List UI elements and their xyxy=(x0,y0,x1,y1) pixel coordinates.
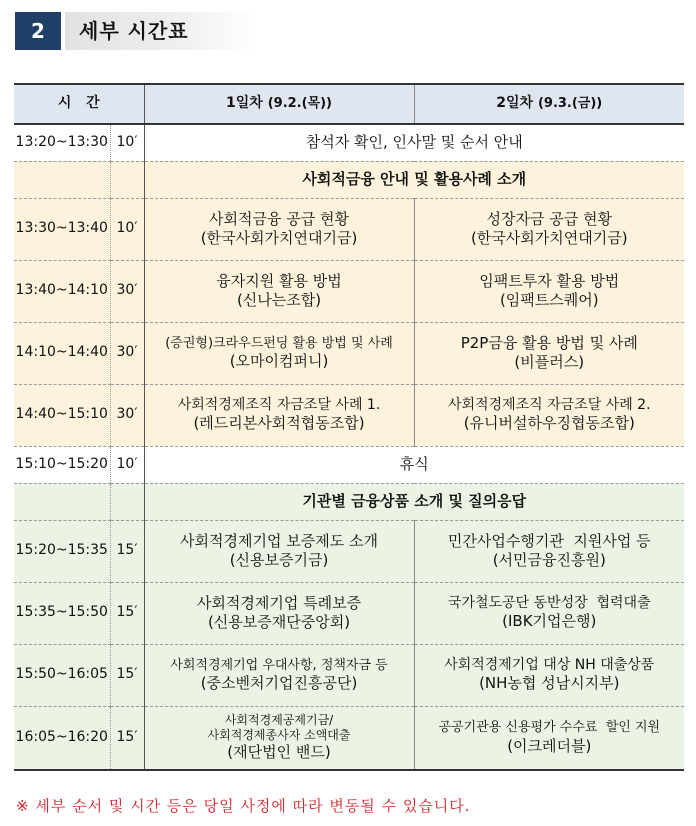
day1-session-org: (신나는조합) xyxy=(236,291,322,309)
row-time: 14:40~15:10 xyxy=(14,384,110,446)
table-row xyxy=(14,384,684,446)
row-time: 15:20~15:35 xyxy=(14,520,110,582)
day2-session-title: 사회적경제기업 대상 NH 대출상품 xyxy=(444,656,655,673)
day1-session xyxy=(144,520,414,582)
table-header-row xyxy=(14,84,684,124)
day1-session-org: (중소벤처기업진흥공단) xyxy=(200,673,358,692)
day1-session-title: 사회적금융 공급 현황 xyxy=(209,210,349,229)
row-time: 15:10~15:20 xyxy=(14,446,110,483)
row-duration: 30′ xyxy=(110,384,144,446)
day2-header xyxy=(414,84,684,124)
day1-session xyxy=(144,260,414,322)
day1-date: (9.2.(목)) xyxy=(267,96,332,112)
row-duration: 30′ xyxy=(110,260,144,322)
day1-session-org: (신용보증기금) xyxy=(229,551,329,569)
day1-session xyxy=(144,706,414,770)
row-duration: 15′ xyxy=(110,582,144,644)
day1-session xyxy=(144,582,414,644)
day1-session xyxy=(144,644,414,706)
row-time: 13:40~14:10 xyxy=(14,260,110,322)
day2-session-org: (이크레더블) xyxy=(507,736,592,755)
table-row xyxy=(14,644,684,706)
day2-session xyxy=(414,582,684,644)
table-row xyxy=(14,582,684,644)
row-time: 15:50~16:05 xyxy=(14,644,110,706)
section-number: 2 xyxy=(15,12,61,50)
day2-session-title: 사회적경제조직 자금조달 사례 2. xyxy=(448,396,651,413)
day2-session xyxy=(414,520,684,582)
day2-session xyxy=(414,260,684,322)
day2-session-title: 공공기관용 신용평가 수수료 할인 지원 xyxy=(438,720,661,736)
table-row xyxy=(14,322,684,384)
table-row xyxy=(14,446,684,483)
section-heading xyxy=(15,12,255,50)
day2-session-title: 민간사업수행기관 지원사업 등 xyxy=(447,532,651,551)
row-time: 14:10~14:40 xyxy=(14,322,110,384)
day1-session-title: 사회적경제기업 우대사항, 정책자금 등 xyxy=(170,657,388,673)
day1-header xyxy=(144,84,414,124)
day2-session-org: (한국사회가치연대기금) xyxy=(470,229,628,247)
row-duration: 30′ xyxy=(110,322,144,384)
section-row xyxy=(14,483,684,520)
row-time: 13:30~13:40 xyxy=(14,198,110,260)
day2-session-title: P2P금융 활용 방법 및 사례 xyxy=(460,334,638,353)
merged-cell: 참석자 확인, 인사말 및 순서 안내 xyxy=(144,124,684,161)
day2-session-org: (서민금융진흥원) xyxy=(492,551,606,569)
section-row-title: 기관별 금융상품 소개 및 질의응답 xyxy=(144,483,684,520)
day2-session-title: 임팩트투자 활용 방법 xyxy=(479,272,620,291)
day1-session-title-line1: 사회적경제공제기금/ xyxy=(224,713,334,728)
table-row xyxy=(14,124,684,161)
day1-session-org: (레드리본사회적협동조합) xyxy=(193,414,365,433)
time-header xyxy=(14,84,144,124)
row-time: 16:05~16:20 xyxy=(14,706,110,770)
day1-session-title-line2: 사회적경제종사자 소액대출 xyxy=(207,728,351,743)
footnote: ※ 세부 순서 및 시간 등은 당일 사정에 따라 변동될 수 있습니다. xyxy=(16,797,471,815)
section-row xyxy=(14,161,684,198)
day1-session-title: 사회적경제기업 보증제도 소개 xyxy=(180,532,378,551)
day2-session xyxy=(414,644,684,706)
merged-cell: 휴식 xyxy=(144,446,684,483)
day2-session xyxy=(414,198,684,260)
day2-session-org: (비플러스) xyxy=(514,353,585,371)
row-duration: 10′ xyxy=(110,198,144,260)
day2-session xyxy=(414,322,684,384)
row-time: 13:20~13:30 xyxy=(14,124,110,161)
day1-session-org: (신용보증재단중앙회) xyxy=(207,613,351,631)
table-row xyxy=(14,706,684,770)
day1-session-org: (재단법인 밴드) xyxy=(227,743,331,762)
day1-session-org: (한국사회가치연대기금) xyxy=(200,229,358,247)
day1-label: 1일차 xyxy=(226,95,263,112)
day2-session-org: (유니버설하우징협동조합) xyxy=(463,414,635,433)
day1-session xyxy=(144,322,414,384)
day1-session-title: (증권형)크라우드펀딩 활용 방법 및 사례 xyxy=(165,335,393,351)
table-row xyxy=(14,198,684,260)
row-duration: 15′ xyxy=(110,520,144,582)
section-row-title: 사회적금융 안내 및 활용사례 소개 xyxy=(144,161,684,198)
day1-session xyxy=(144,198,414,260)
section-title: 세부 시간표 xyxy=(79,19,189,43)
day2-label: 2일차 xyxy=(496,95,534,112)
table-row xyxy=(14,260,684,322)
day2-session-org: (NH농협 성남시지부) xyxy=(479,674,620,693)
day1-session-org: (오마이컴퍼니) xyxy=(229,351,329,370)
day2-session-title: 국가철도공단 동반성장 협력대출 xyxy=(447,594,651,611)
row-duration: 15′ xyxy=(110,706,144,770)
time-header-label: 시 간 xyxy=(57,95,100,112)
day2-session xyxy=(414,384,684,446)
row-time: 15:35~15:50 xyxy=(14,582,110,644)
day1-session-title: 사회적경제조직 자금조달 사례 1. xyxy=(177,396,381,413)
day1-session xyxy=(144,384,414,446)
day2-date: (9.3.(금)) xyxy=(537,96,603,112)
day1-session-title: 사회적경제기업 특례보증 xyxy=(196,594,362,613)
day2-session-org: (임팩트스퀘어) xyxy=(499,291,599,309)
day2-session xyxy=(414,706,684,770)
day1-session-title: 융자지원 활용 방법 xyxy=(216,272,342,291)
row-duration: 10′ xyxy=(110,446,144,483)
row-duration: 15′ xyxy=(110,644,144,706)
row-duration: 10′ xyxy=(110,124,144,161)
table-row xyxy=(14,520,684,582)
day2-session-title: 성장자금 공급 현황 xyxy=(486,210,612,229)
day2-session-org: (IBK기업은행) xyxy=(502,612,597,631)
schedule-table xyxy=(14,83,684,771)
